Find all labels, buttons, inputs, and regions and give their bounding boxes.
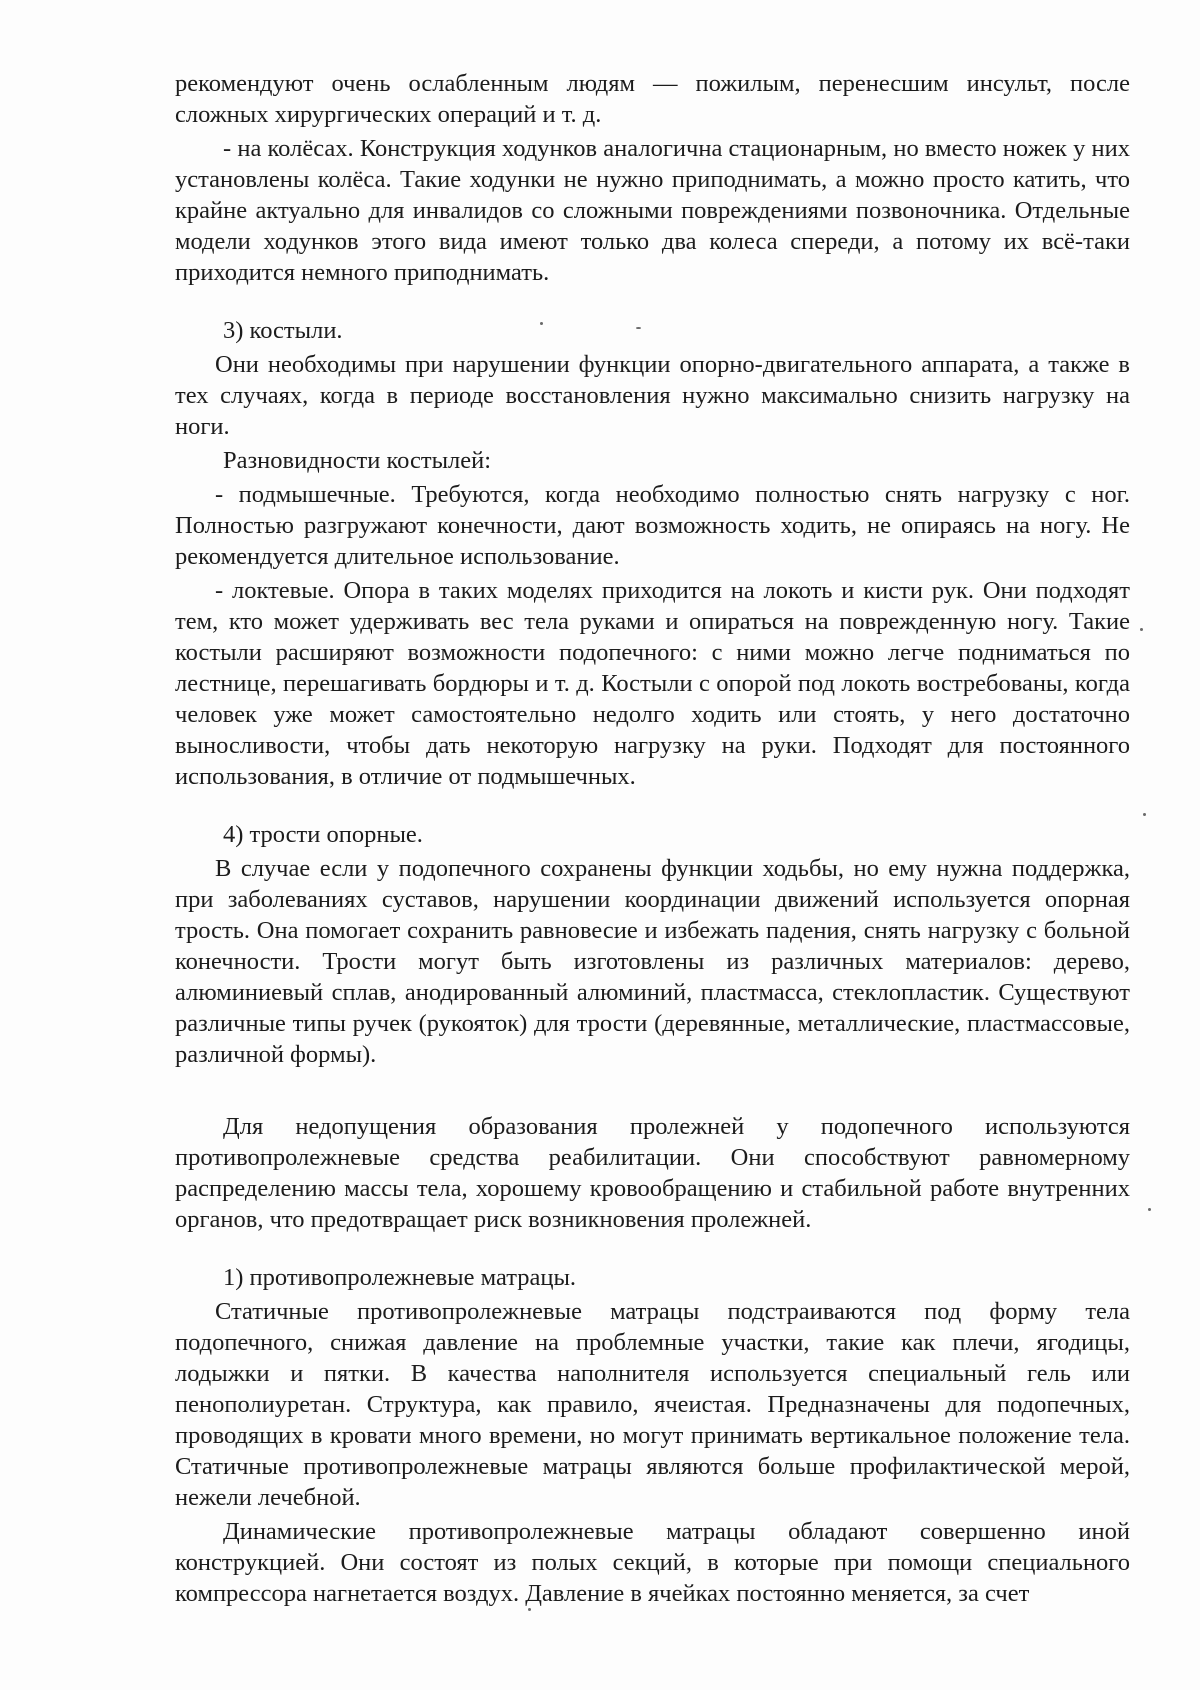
paragraph-wheeled-walkers: - на колёсах. Конструкция ходунков аналогична стационарным, но вместо ножек у них установлены колёса. Такие ходунки не нужно приподнимать, а можно просто катить, что крайне актуально для инвалидов со сложными повреждениями позвоночника. Отдельные модели ходунков этого вида имеют только два колеса спереди, а потому их всё-таки приходится немного приподнимать. xyxy=(175,135,1130,286)
document-body xyxy=(175,68,1130,1612)
paragraph-continuation: рекомендуют очень ослабленным людям — пожилым, перенесшим инсульт, после сложных хирургических операций и т. д. xyxy=(175,70,1130,128)
spacer xyxy=(175,1238,1130,1262)
paragraph-forearm-crutches: - локтевые. Опора в таких моделях приходится на локоть и кисти рук. Они подходят тем, кто может удерживать вес тела руками и опираться на поврежденную ногу. Такие костыли расширяют возможности подопечного: с ними можно легче подниматься по лестнице, перешагивать бордюры и т. д. Костыли с опорой под локоть востребованы, когда человек уже может самостоятельно недолго ходить или стоять, у него достаточно выносливости, чтобы дать некоторую нагрузку на руки. Подходят для постоянного использования, в отличие от подмышечных. xyxy=(175,577,1130,790)
scan-speck xyxy=(1148,1208,1151,1211)
paragraph-canes: В случае если у подопечного сохранены функции ходьбы, но ему нужна поддержка, при заболеваниях суставов, нарушении координации движений используется опорная трость. Она помогает сохранить равновесие и избежать падения, снять нагрузку с больной конечности. Трости могут быть изготовлены из различных материалов: дерево, алюминиевый сплав, анодированный алюминий, пластмасса, стеклопластик. Существуют различные типы ручек (рукояток) для трости (деревянные, металлические, пластмассовые, различной формы). xyxy=(175,855,1130,1068)
spacer xyxy=(175,795,1130,819)
paragraph-underarm-crutches: - подмышечные. Требуются, когда необходимо полностью снять нагрузку с ног. Полностью разгружают конечности, дают возможность ходить, не опираясь на ногу. Не рекомендуется длительное использование. xyxy=(175,481,1130,570)
scan-speck xyxy=(1140,628,1143,631)
paragraph-static-mattresses: Статичные противопролежневые матрацы подстраиваются под форму тела подопечного, снижая давление на проблемные участки, такие как плечи, ягодицы, лодыжки и пятки. В качества наполнителя используется специальный гель или пенополиуретан. Структура, как правило, ячеистая. Предназначены для подопечных, проводящих в кровати много времени, но могут принимать вертикальное положение тела. Статичные противопролежневые матрацы являются больше профилактической мерой, нежели лечебной. xyxy=(175,1298,1130,1511)
scan-speck xyxy=(528,1608,531,1611)
paragraph-crutches-intro: Они необходимы при нарушении функции опорно-двигательного аппарата, а также в тех случаях, когда в периоде восстановления нужно максимально снизить нагрузку на ноги. xyxy=(175,351,1130,440)
spacer xyxy=(175,1073,1130,1111)
scan-speck xyxy=(540,322,543,325)
paragraph-bedsore-prevention: Для недопущения образования пролежней у подопечного используются противопролежневые средства реабилитации. Они способствуют равномерному распределению массы тела, хорошему кровообращению и стабильной работе внутренних органов, что предотвращает риск возникновения пролежней. xyxy=(175,1113,1130,1233)
section-heading-canes: 4) трости опорные. xyxy=(223,821,423,848)
scan-speck xyxy=(636,327,641,329)
section-heading-mattresses: 1) противопролежневые матрацы. xyxy=(223,1264,577,1291)
paragraph-crutch-types: Разновидности костылей: xyxy=(223,447,492,474)
paragraph-dynamic-mattresses: Динамические противопролежневые матрацы обладают совершенно иной конструкцией. Они состоят из полых секций, в которые при помощи специального компрессора нагнетается воздух. Давление в ячейках постоянно меняется, за счет xyxy=(175,1518,1130,1607)
section-heading-crutches: 3) костыли. xyxy=(223,317,343,344)
spacer xyxy=(175,291,1130,315)
scan-speck xyxy=(1143,813,1146,816)
